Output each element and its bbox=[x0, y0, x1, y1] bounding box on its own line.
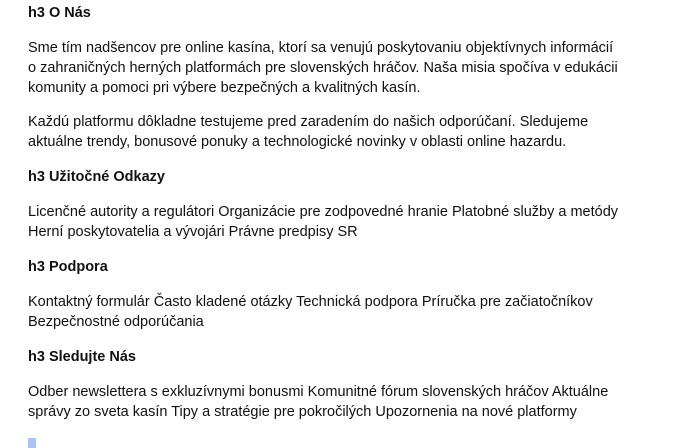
heading-follow-us: h3 Sledujte Nás bbox=[28, 349, 136, 365]
text-cursor-highlight bbox=[28, 438, 36, 448]
about-paragraph-2: Každú platformu dôkladne testujeme pred zaradením do našich odporúčaní. Sledujeme aktuálne trendy, bonusové ponuky a technologické novinky v oblasti online hazardu. bbox=[28, 114, 589, 150]
heading-useful-links: h3 Užitočné Odkazy bbox=[28, 169, 165, 185]
heading-support: h3 Podpora bbox=[28, 259, 108, 275]
useful-links-text: Licenčné autority a regulátori Organizácie pre zodpovedné hranie Platobné služby a metódy Herní poskytovatelia a vývojári Právne predpisy SR bbox=[28, 204, 619, 240]
support-text: Kontaktný formulár Často kladené otázky Technická podpora Príručka pre začiatočníkov Bezpečnostné odporúčania bbox=[28, 294, 593, 330]
about-paragraph-1: Sme tím nadšencov pre online kasína, ktorí sa venujú poskytovaniu objektívnych informácií o zahraničných herných platformách pre slovenských hráčov. Naša misia spočíva v edukácii komunity a pomoci pri výbere bezpečných a kvalitných kasín. bbox=[28, 40, 618, 96]
follow-us-text: Odber newslettera s exkluzívnymi bonusmi Komunitné fórum slovenských hráčov Aktuálne správy zo sveta kasín Tipy a stratégie pre pokročilých Upozornenia na nové platformy bbox=[28, 384, 609, 420]
heading-about: h3 O Nás bbox=[28, 5, 91, 21]
